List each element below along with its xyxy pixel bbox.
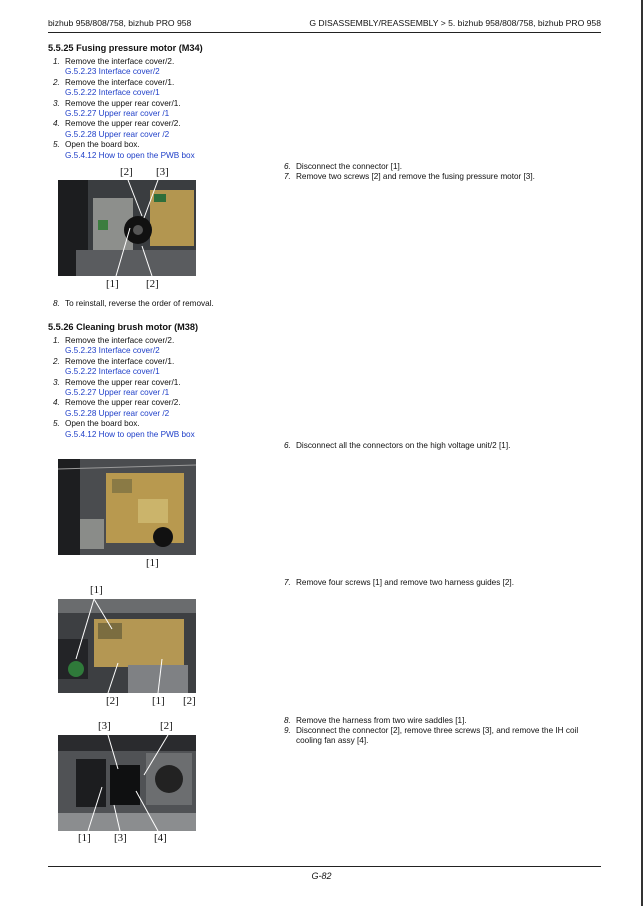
list-item: 3. Remove the upper rear cover/1. xyxy=(53,98,181,108)
page-number: G-82 xyxy=(311,871,332,881)
step-list-5-5-25 xyxy=(53,57,195,161)
list-item xyxy=(53,409,195,419)
section-title-5-5-26: 5.5.26 Cleaning brush motor (M38) xyxy=(48,322,199,332)
fusing-motor-photo xyxy=(58,180,196,276)
callout-label: [1] xyxy=(146,557,159,569)
high-voltage-unit-photo xyxy=(58,459,196,555)
step-8-fusing: 8. To reinstall, reverse the order of removal. xyxy=(53,299,214,308)
callout-label: [2] xyxy=(183,695,196,707)
list-item xyxy=(53,88,195,98)
callout-label: [3] xyxy=(156,166,169,178)
reference-link[interactable]: G.5.2.28 Upper rear cover /2 xyxy=(65,408,170,418)
list-item: 5. Open the board box. xyxy=(53,140,140,150)
reference-link[interactable]: G.5.2.23 Interface cover/2 xyxy=(65,346,160,356)
list-item: 5. Open the board box. xyxy=(53,419,140,429)
callout-label: [4] xyxy=(154,832,167,844)
callout-label: [3] xyxy=(114,832,127,844)
step-list-5-5-26 xyxy=(53,336,195,440)
step-7-cleaning: 7. Remove four screws [1] and remove two harness guides [2]. xyxy=(284,578,514,587)
reference-link[interactable]: G.5.2.22 Interface cover/1 xyxy=(65,367,160,377)
header-rule xyxy=(48,32,601,33)
section-title-5-5-25: 5.5.25 Fusing pressure motor (M34) xyxy=(48,43,203,53)
reference-link[interactable]: G.5.2.28 Upper rear cover /2 xyxy=(65,129,170,139)
list-item xyxy=(53,367,195,377)
reference-link[interactable]: G.5.2.27 Upper rear cover /1 xyxy=(65,109,170,119)
list-item xyxy=(53,151,195,161)
ih-coil-fan-photo xyxy=(58,735,196,831)
step-8-cleaning: 8. Remove the harness from two wire saddles [1]. xyxy=(284,716,467,725)
list-item xyxy=(53,430,195,440)
header-model: bizhub 958/808/758, bizhub PRO 958 xyxy=(48,18,192,28)
step-6-fusing: 6. Disconnect the connector [1]. xyxy=(284,162,403,171)
reference-link[interactable]: G.5.4.12 How to open the PWB box xyxy=(65,150,195,160)
list-item: 2. Remove the interface cover/1. xyxy=(53,77,175,87)
list-item xyxy=(53,346,195,356)
list-item xyxy=(53,130,195,140)
reference-link[interactable]: G.5.2.23 Interface cover/2 xyxy=(65,67,160,77)
callout-label: [1] xyxy=(106,278,119,290)
list-item: 3. Remove the upper rear cover/1. xyxy=(53,377,181,387)
callout-label: [2] xyxy=(146,278,159,290)
list-item: 4. Remove the upper rear cover/2. xyxy=(53,398,181,408)
callout-label: [2] xyxy=(106,695,119,707)
reference-link[interactable]: G.5.2.22 Interface cover/1 xyxy=(65,88,160,98)
step-9-cleaning: 9. Disconnect the connector [2], remove three screws [3], and remove the IH coil cooling fan assy [4]. xyxy=(284,726,579,746)
reference-link[interactable]: G.5.2.27 Upper rear cover /1 xyxy=(65,388,170,398)
callout-label: [1] xyxy=(152,695,165,707)
footer-rule xyxy=(48,866,601,867)
list-item xyxy=(53,109,195,119)
header-breadcrumb: G DISASSEMBLY/REASSEMBLY > 5. bizhub 958/808/758, bizhub PRO 958 xyxy=(309,18,601,28)
step-7-fusing: 7. Remove two screws [2] and remove the fusing pressure motor [3]. xyxy=(284,172,535,181)
list-item: 1. Remove the interface cover/2. xyxy=(53,57,175,66)
list-item xyxy=(53,388,195,398)
reference-link[interactable]: G.5.4.12 How to open the PWB box xyxy=(65,429,195,439)
list-item xyxy=(53,67,195,77)
list-item: 2. Remove the interface cover/1. xyxy=(53,356,175,366)
list-item: 1. Remove the interface cover/2. xyxy=(53,336,175,345)
callout-label: [1] xyxy=(90,584,103,596)
callout-label: [2] xyxy=(120,166,133,178)
callout-label: [3] xyxy=(98,720,111,732)
harness-guides-photo xyxy=(58,599,196,693)
callout-label: [1] xyxy=(78,832,91,844)
list-item: 4. Remove the upper rear cover/2. xyxy=(53,119,181,129)
callout-label: [2] xyxy=(160,720,173,732)
step-6-cleaning: 6. Disconnect all the connectors on the high voltage unit/2 [1]. xyxy=(284,441,511,450)
